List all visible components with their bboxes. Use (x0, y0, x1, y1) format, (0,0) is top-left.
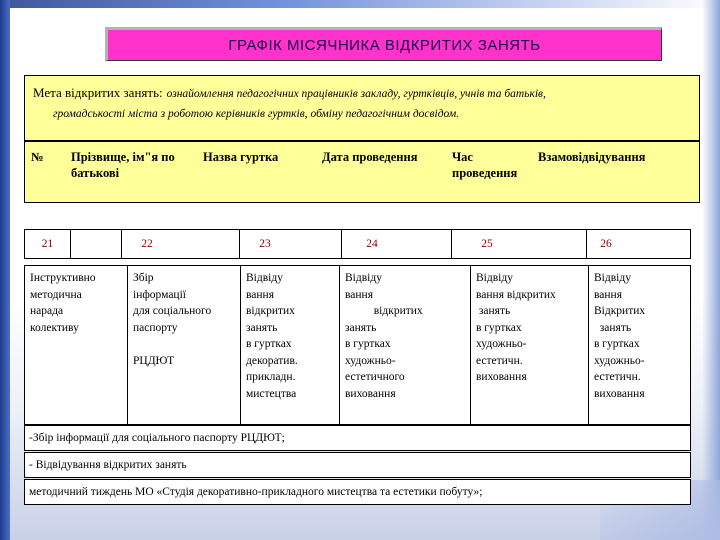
activity-line: занять (594, 321, 632, 334)
day-spacer (522, 230, 587, 258)
page-title: ГРАФІК МІСЯЧНИКА ВІДКРИТИХ ЗАНЯТЬ (105, 27, 662, 61)
activity-line: в гуртках (246, 338, 292, 350)
activity-line: мистецтва (246, 387, 297, 400)
activity-line: Відвіду (476, 272, 513, 284)
activity-line: в гуртках (345, 338, 391, 350)
activities-row (24, 265, 691, 425)
activity-line: виховання (345, 387, 396, 400)
header-time-line1: Час (452, 150, 473, 164)
day-cell: 23 (259, 238, 271, 250)
table-header (24, 141, 700, 203)
day-cell: 21 (25, 230, 71, 258)
note-row: методичний тиждень МО «Студія декоративно-прикладного мистецтва та естетики побуту»; (24, 479, 691, 505)
activity-line: нарада (30, 305, 64, 317)
note-row: -Збір інформації для соціального паспорту РЦДЮТ; (24, 425, 691, 451)
header-mutual: Взамовідвідування (538, 150, 646, 164)
day-cell: 22 (141, 238, 153, 250)
goal-text-line1: ознайомлення педагогічних працівників закладу, гуртківців, учнів та батьків, (166, 88, 546, 100)
note-row: - Відвідування відкритих занять (24, 452, 691, 478)
activity-line: для соціального (133, 305, 212, 317)
header-time (452, 149, 517, 181)
activity-line: прикладн. (246, 371, 296, 383)
activity-line: Відвіду (345, 272, 382, 284)
activity-line: занять (476, 305, 511, 317)
activity-line: Відвіду (246, 272, 283, 284)
activity-line: художньо- (345, 354, 396, 367)
activity-cell (340, 266, 471, 424)
activity-line: відкритих (246, 305, 295, 317)
activity-cell (471, 266, 589, 424)
day-spacer (625, 230, 690, 258)
activity-line: вання (345, 288, 373, 301)
activity-line: виховання (594, 387, 645, 400)
activity-cell (589, 266, 690, 424)
activity-line: інформації (133, 288, 186, 301)
day-cell: 25 (481, 238, 493, 250)
activity-line: вання (594, 288, 622, 301)
activity-line: Збір (133, 272, 154, 284)
header-name (71, 149, 175, 181)
activity-line: декоратив. (246, 354, 298, 367)
activity-line: Інструктивно (30, 272, 96, 284)
goal-label: Мета відкритих занять: (33, 85, 163, 100)
header-name-line2: батькові (71, 166, 120, 180)
decor-top-bar (0, 0, 720, 8)
activity-line: художньо- (594, 354, 645, 367)
activity-line: виховання (476, 371, 527, 383)
header-name-line1: Прізвище, ім"я по (71, 150, 175, 164)
header-date: Дата проведення (322, 150, 418, 164)
header-club: Назва гуртка (203, 150, 279, 164)
day-spacer (290, 230, 342, 258)
activity-line: колективу (30, 321, 79, 334)
activity-line: в гуртках (476, 321, 522, 334)
activity-line: вання (246, 288, 274, 301)
decor-left-bar (0, 0, 10, 540)
activity-cell (25, 266, 128, 424)
activity-line: естетичного (345, 371, 405, 383)
activity-line: РЦДЮТ (133, 354, 175, 367)
activity-line: естетичн. (476, 354, 523, 367)
activity-cell (128, 266, 241, 424)
days-row (24, 229, 691, 259)
activity-line: методична (30, 288, 82, 301)
goal-text-line2: громадськості міста з роботою керівників гуртків, обміну педагогічним досвідом. (53, 108, 460, 120)
activity-cell (241, 266, 340, 424)
activity-line: Відвіду (594, 272, 631, 284)
activity-line: вання відкритих (476, 288, 556, 301)
day-spacer (402, 230, 452, 258)
goal-box (24, 75, 700, 141)
activity-line: занять (246, 321, 278, 334)
activity-line: Відкритих (594, 305, 646, 317)
day-cell: 24 (366, 238, 378, 250)
activity-line: паспорту (133, 321, 178, 334)
header-num: № (31, 150, 44, 164)
activity-line (133, 336, 237, 353)
day-cell: 26 (600, 238, 612, 250)
day-spacer (71, 230, 122, 258)
activity-line: в гуртках (594, 338, 640, 350)
activity-line: відкритих (345, 305, 423, 317)
decor-right-bar (702, 0, 720, 540)
activity-line: занять (345, 321, 377, 334)
activity-line: художньо- (476, 338, 527, 350)
activity-line: естетичн. (594, 371, 641, 383)
header-time-line2: проведення (452, 166, 518, 180)
day-spacer (172, 230, 240, 258)
